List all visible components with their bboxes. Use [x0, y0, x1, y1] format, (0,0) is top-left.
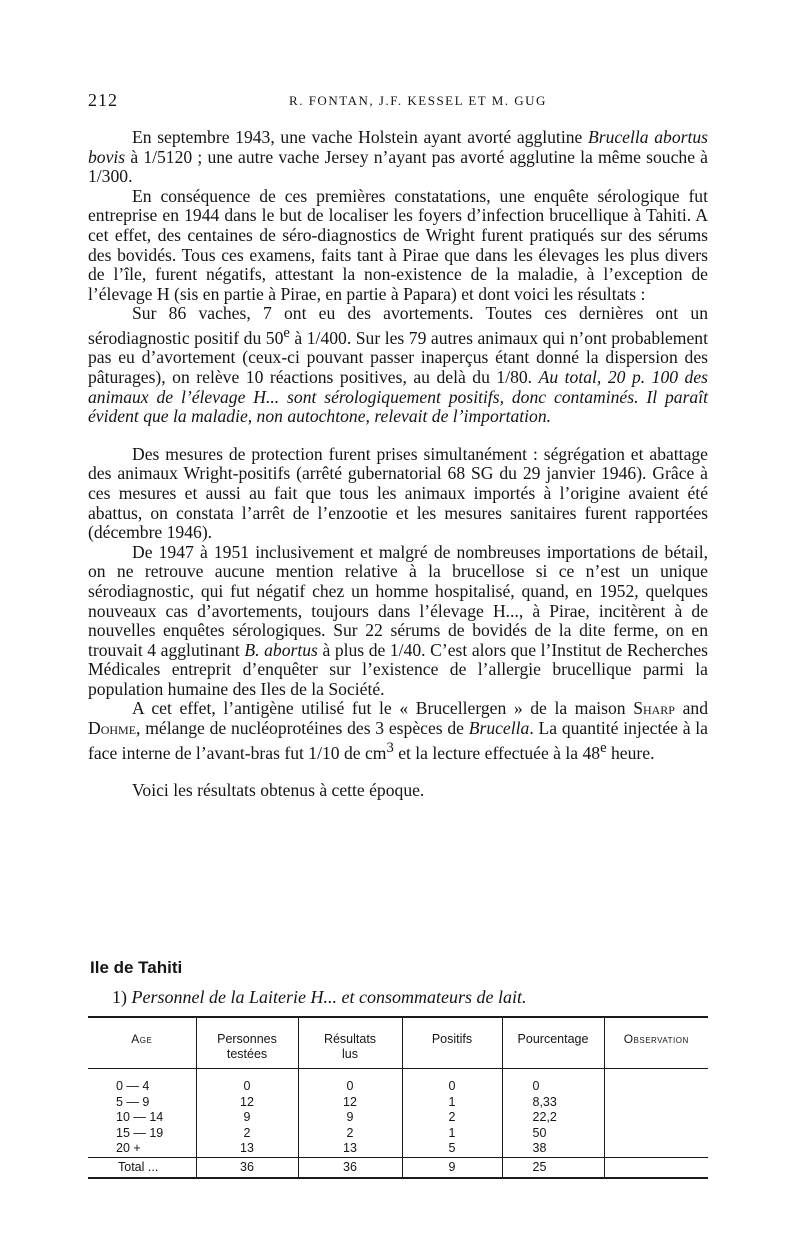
table-header-row: [88, 1017, 708, 1069]
cell-percentage: 8,33: [502, 1095, 604, 1111]
cell-observation: [604, 1095, 708, 1111]
genus-name: Brucella: [468, 718, 530, 739]
cell-tested: 2: [196, 1126, 298, 1142]
paragraph-5: [88, 543, 708, 700]
page-header: [88, 90, 708, 114]
paragraph-3-text-a: Sur 86 vaches, 7 ont eu des avortements. Toutes ces dernières ont un sérodiagnostic positif du 50: [88, 303, 708, 348]
cell-total-label: Total ...: [88, 1157, 196, 1178]
cell-read: 2: [298, 1126, 402, 1142]
header-results-line2: lus: [342, 1047, 358, 1061]
cell-read: 9: [298, 1110, 402, 1126]
cell-read: 13: [298, 1141, 402, 1157]
cell-age: 20 +: [116, 1141, 141, 1155]
subsection-title: Personnel de la Laiterie H... et consommateurs de lait.: [131, 987, 527, 1007]
cell-observation: [604, 1141, 708, 1157]
header-observation: Observation: [604, 1017, 708, 1069]
paragraph-6-and: and: [674, 698, 708, 719]
cell-positive: 5: [402, 1141, 502, 1157]
company-name-sharp: Sharp: [633, 698, 675, 719]
company-name-dohme: Dohme: [88, 718, 137, 739]
cell-tested: 13: [196, 1141, 298, 1157]
ordinal-sup: e: [283, 324, 290, 341]
table-row: [88, 1079, 708, 1095]
cell-total-read: 36: [298, 1157, 402, 1178]
paragraph-1: [88, 128, 708, 187]
cell-age: 5 — 9: [116, 1094, 150, 1109]
ordinal-sup-2: e: [600, 739, 607, 756]
paragraph-6-text-e: heure.: [606, 742, 655, 763]
table-row: [88, 1141, 708, 1157]
table-spacer: [88, 1069, 708, 1080]
species-name-short: B. abortus: [244, 639, 318, 660]
header-persons-tested: [196, 1017, 298, 1069]
cell-positive: 1: [402, 1095, 502, 1111]
table-row: [88, 1126, 708, 1142]
paragraph-3: [88, 304, 708, 426]
cell-observation: [604, 1079, 708, 1095]
section-title: Ile de Tahiti: [90, 958, 183, 977]
paragraph-6-text-d: et la lecture effectuée à la 48: [393, 742, 601, 763]
cell-percentage: 0: [502, 1079, 604, 1095]
paragraph-3-text-b: à 1/400. Sur les 79 autres animaux qui n’ont probablement pas eu d’avortement (ceux-ci pouvant passer inaperçus étant donné la dispersion des pâturages), on relève 10 réactions positives, au delà du 1/80.: [88, 327, 708, 387]
cell-tested: 0: [196, 1079, 298, 1095]
paragraph-4: Des mesures de protection furent prises simultanément : ségrégation et abattage des animaux Wright-positifs (arrêté gubernatorial 68 SG du 29 janvier 1946). Grâce à ces mesures et aussi au fait que tous les animaux importés à l’origine avaient été abattus, on constata l’arrêt de l’enzootie et les mesures sanitaires furent rapportées (décembre 1946).: [88, 443, 708, 543]
cell-tested: 12: [196, 1095, 298, 1111]
header-positives: Positifs: [402, 1017, 502, 1069]
body-text: [88, 128, 708, 801]
cell-observation: [604, 1126, 708, 1142]
paragraph-1-text-b: à 1/5120 ; une autre vache Jersey n’ayant pas avorté agglutine la même souche à 1/300.: [88, 146, 708, 187]
cubic-sup: 3: [386, 739, 394, 756]
paragraph-6-text-b: , mélange de nucléoprotéines des 3 espèces de: [136, 718, 469, 739]
cell-read: 12: [298, 1095, 402, 1111]
cell-age: 15 — 19: [116, 1125, 164, 1140]
paragraph-6: [88, 699, 708, 763]
cell-age: 0 — 4: [116, 1079, 150, 1093]
page-number: 212: [88, 90, 118, 110]
running-head-authors: R. FONTAN, J.F. KESSEL ET M. GUG: [289, 93, 547, 108]
cell-total-percentage: 25: [502, 1157, 604, 1178]
paragraph-2: En conséquence de ces premières constatations, une enquête sérologique fut entreprise en 1944 dans le but de localiser les foyers d’infection brucellique à Tahiti. A cet effet, des centaines de séro-diagnostics de Wright furent pratiqués sur des sérums des bovidés. Tous ces examens, faits tant à Pirae que dans les élevages les plus divers de l’île, furent négatifs, attestant la non-existence de la maladie, à l’exception de l’élevage H (sis en partie à Pirae, en partie à Papara) et dont voici les résultats :: [88, 185, 708, 304]
cell-percentage: 50: [502, 1126, 604, 1142]
results-table-wrap: [88, 1016, 708, 1179]
cell-read: 0: [298, 1079, 402, 1095]
paragraph-1-text-a: En septembre 1943, une vache Holstein ayant avorté agglutine: [132, 127, 588, 147]
header-age: Age: [88, 1017, 196, 1069]
table-total-row: [88, 1157, 708, 1178]
table-row: [88, 1095, 708, 1111]
cell-percentage: 38: [502, 1141, 604, 1157]
paragraph-5-text-a: De 1947 à 1951 inclusivement et malgré de nombreuses importations de bétail, on ne retrouve aucune mention relative à la brucellose si ce n’est un unique sérodiagnostic, qui fut négatif chez un homme hospitalisé, quand, en 1952, quelques nouveaux cas d’avortements, toujours dans l’élevage H..., à Pirae, incitèrent à de nouvelles enquêtes sérologiques. Sur 22 sérums de bovidés de la dite ferme, on en trouvait 4 agglutinant: [88, 541, 708, 660]
results-table: [88, 1016, 708, 1179]
cell-tested: 9: [196, 1110, 298, 1126]
paragraph-6-text-a: A cet effet, l’antigène utilisé fut le « Brucellergen » de la maison: [132, 698, 634, 719]
paragraph-3-italic-conclusion: Au total, 20 p. 100 des animaux de l’élevage H... sont sérologiquement positifs, donc contaminés. Il paraît évident que la maladie, non autochtone, relevait de l’importation.: [88, 366, 709, 427]
species-name: Brucella abortus bovis: [88, 127, 708, 167]
cell-positive: 0: [402, 1079, 502, 1095]
paragraph-7: Voici les résultats obtenus à cette époque.: [132, 780, 425, 801]
subsection-number: 1): [112, 987, 127, 1007]
cell-age: 10 — 14: [116, 1110, 164, 1124]
cell-observation: [604, 1110, 708, 1126]
header-results-read: [298, 1017, 402, 1069]
paragraph-6-text-c: . La quantité injectée à la face interne de l’avant-bras fut 1/10 de cm: [88, 718, 708, 763]
header-persons-line1: Personnes: [217, 1032, 277, 1046]
cell-positive: 2: [402, 1110, 502, 1126]
header-persons-line2: testées: [226, 1047, 268, 1061]
header-percentage: Pourcentage: [502, 1017, 604, 1069]
cell-total-tested: 36: [196, 1157, 298, 1178]
paragraph-5-text-b: à plus de 1/40. C’est alors que l’Institut de Recherches Médicales entreprit d’enquêter sur l’existence de l’allergie brucellique parmi la population humaine des Iles de la Société.: [88, 639, 708, 699]
header-results-line1: Résultats: [323, 1032, 377, 1046]
cell-percentage: 22,2: [502, 1110, 604, 1126]
subsection-heading: [112, 987, 526, 1008]
cell-positive: 1: [402, 1126, 502, 1142]
cell-total-observation: [604, 1157, 708, 1178]
cell-total-positive: 9: [402, 1157, 502, 1178]
table-row: [88, 1110, 708, 1126]
